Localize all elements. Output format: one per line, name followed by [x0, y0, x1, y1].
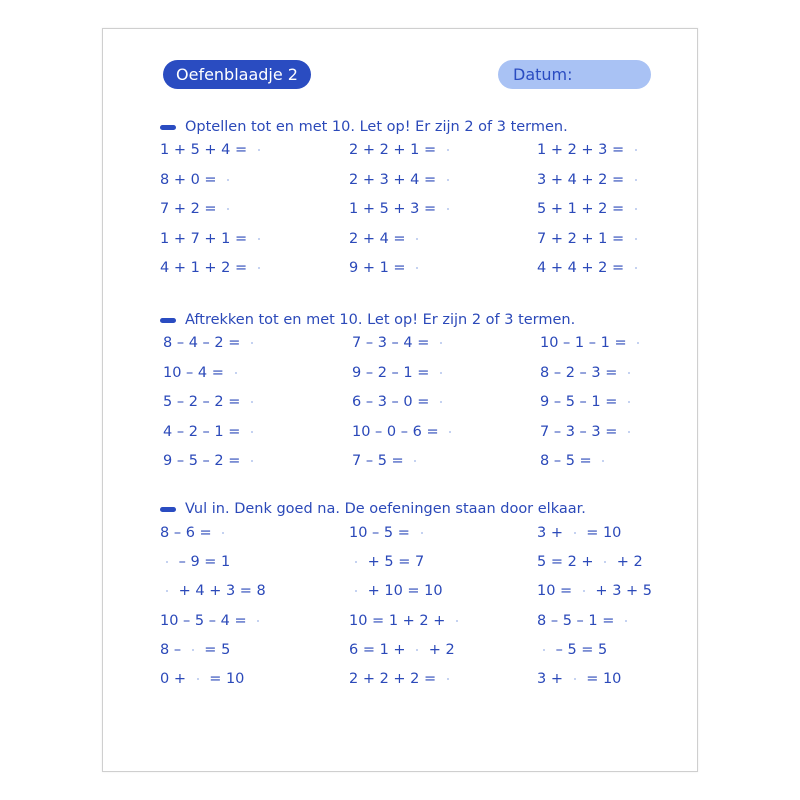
exercise-row [103, 671, 697, 691]
date-field[interactable]: Datum: [498, 60, 651, 89]
exercise-equation: + 10 = 10 [363, 583, 443, 600]
section-title-fill-in [160, 501, 586, 517]
exercise-row [103, 424, 697, 444]
exercise-equation: 3 + = 10 [537, 525, 622, 541]
exercise-equation: 10 – 1 – 1 = [540, 335, 632, 351]
exercise-row [103, 583, 697, 603]
exercise-equation: 7 – 3 – 3 = [540, 423, 622, 440]
exercise-equation: 1 + 5 + 4 = [160, 142, 252, 158]
exercise-equation: 8 – 4 – 2 = [163, 335, 245, 351]
exercise-row [103, 613, 697, 633]
section-title-text: Optellen tot en met 10. Let op! Er zijn 2 of 3 termen. [185, 119, 568, 135]
exercise-equation: 5 = 2 + + 2 [537, 554, 643, 571]
section-title-text: Aftrekken tot en met 10. Let op! Er zijn 2 of 3 termen. [185, 312, 576, 328]
exercise-equation: + 5 = 7 [363, 554, 425, 571]
worksheet-page [102, 28, 698, 772]
exercise-equation: 2 + 4 = [349, 230, 411, 247]
exercise-equation: 2 + 2 + 2 = [349, 671, 441, 687]
exercise-row [103, 260, 697, 280]
exercise-equation: 4 + 1 + 2 = [160, 260, 252, 276]
exercise-equation: 9 – 5 – 2 = [163, 453, 245, 469]
exercise-equation: 10 – 4 = [163, 364, 229, 381]
exercise-equation: 5 + 1 + 2 = [537, 201, 629, 217]
exercise-row [103, 172, 697, 192]
exercise-row [103, 231, 697, 251]
exercise-equation: 9 – 2 – 1 = [352, 364, 434, 381]
exercise-equation: 8 – 5 – 1 = [537, 612, 619, 629]
bullet-dash-icon [160, 318, 176, 323]
exercise-equation: 7 + 2 = [160, 201, 222, 217]
exercise-equation: – 5 = 5 [551, 641, 608, 658]
exercise-equation: 10 = + 3 + 5 [537, 583, 653, 600]
exercise-equation: 8 – 2 – 3 = [540, 364, 622, 381]
exercise-row [103, 453, 697, 473]
exercise-equation: 7 – 3 – 4 = [352, 335, 434, 351]
exercise-equation: 8 – 6 = [160, 525, 217, 541]
exercise-equation: 6 – 3 – 0 = [352, 394, 434, 410]
bullet-dash-icon [160, 125, 176, 130]
exercise-row [103, 554, 697, 574]
exercise-equation: 10 – 5 = [349, 525, 415, 541]
exercise-equation: + 4 + 3 = 8 [174, 583, 266, 600]
exercise-equation: 8 – 5 = [540, 453, 597, 469]
exercise-equation: 0 + = 10 [160, 671, 245, 687]
exercise-equation: 1 + 5 + 3 = [349, 201, 441, 217]
exercise-equation: 1 + 2 + 3 = [537, 142, 629, 158]
exercise-equation: 8 + 0 = [160, 171, 222, 188]
exercise-equation: 3 + = 10 [537, 671, 622, 687]
section-title-text: Vul in. Denk goed na. De oefeningen staan door elkaar. [185, 501, 586, 517]
exercise-equation: 9 – 5 – 1 = [540, 394, 622, 410]
bullet-dash-icon [160, 507, 176, 512]
exercise-row [103, 201, 697, 221]
exercise-equation: – 9 = 1 [174, 554, 231, 571]
section-title-subtraction [160, 312, 575, 328]
exercise-row [103, 142, 697, 162]
worksheet-title-pill: Oefenblaadje 2 [163, 60, 311, 89]
exercise-equation: 8 – = 5 [160, 641, 231, 658]
exercise-equation: 1 + 7 + 1 = [160, 230, 252, 247]
exercise-equation: 10 – 0 – 6 = [352, 423, 444, 440]
exercise-row [103, 394, 697, 414]
exercise-equation: 3 + 4 + 2 = [537, 171, 629, 188]
exercise-row [103, 525, 697, 545]
exercise-equation: 2 + 2 + 1 = [349, 142, 441, 158]
exercise-equation: 6 = 1 + + 2 [349, 641, 455, 658]
exercise-row [103, 365, 697, 385]
section-title-addition [160, 119, 568, 135]
exercise-equation: 4 – 2 – 1 = [163, 423, 245, 440]
exercise-row [103, 335, 697, 355]
exercise-equation: 7 – 5 = [352, 453, 409, 469]
exercise-equation: 10 – 5 – 4 = [160, 612, 252, 629]
exercise-equation: 7 + 2 + 1 = [537, 230, 629, 247]
exercise-equation: 9 + 1 = [349, 260, 411, 276]
exercise-equation: 4 + 4 + 2 = [537, 260, 629, 276]
exercise-equation: 5 – 2 – 2 = [163, 394, 245, 410]
exercise-equation: 10 = 1 + 2 + [349, 612, 451, 629]
exercise-row [103, 642, 697, 662]
exercise-equation: 2 + 3 + 4 = [349, 171, 441, 188]
